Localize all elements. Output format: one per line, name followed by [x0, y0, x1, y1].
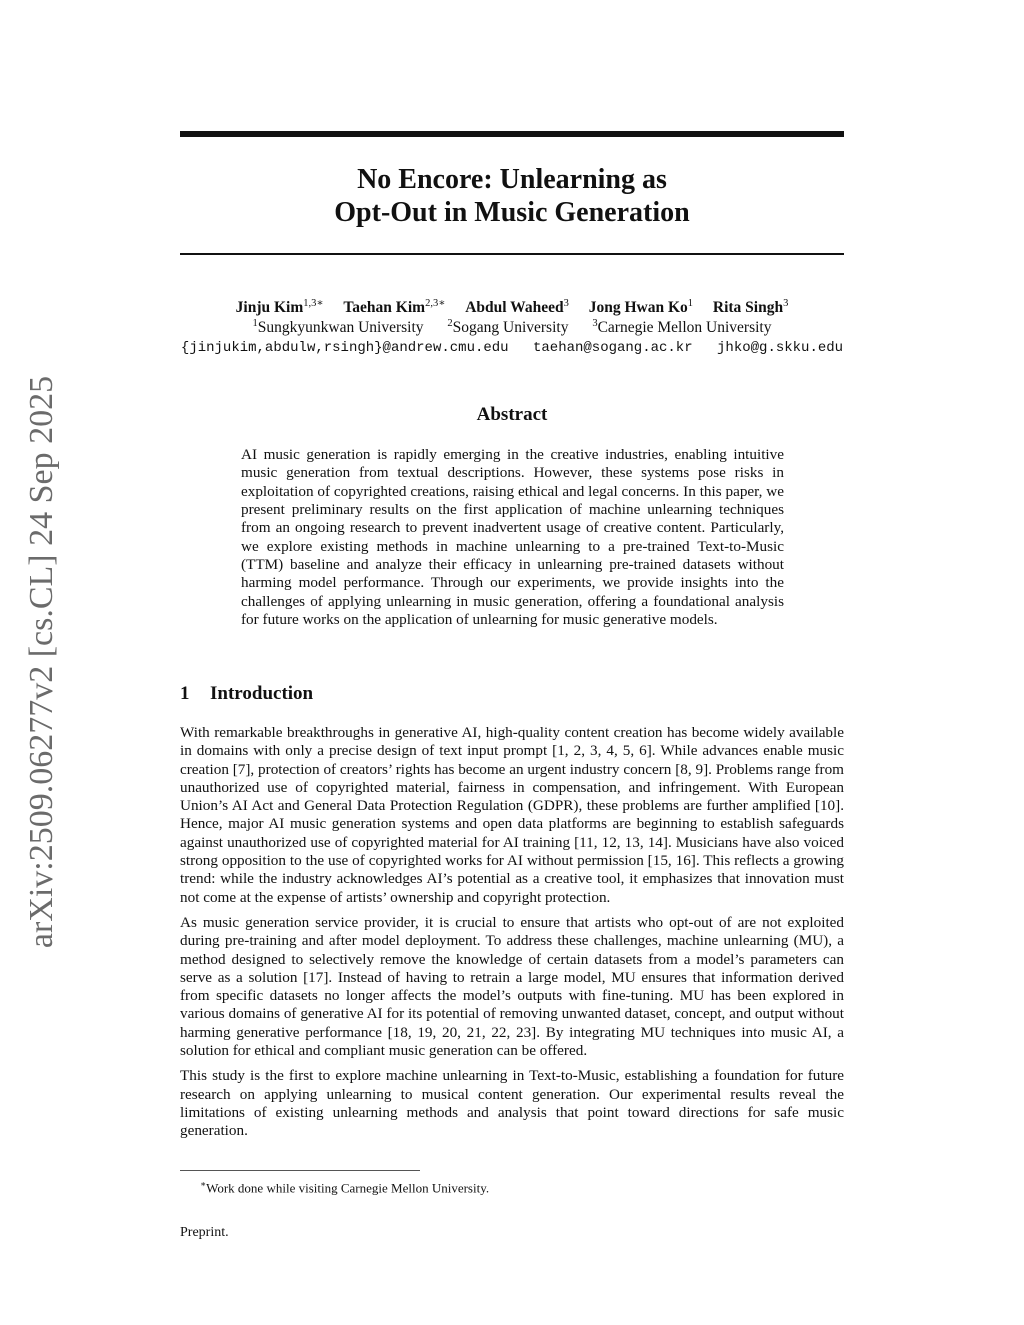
affiliations	[130, 318, 894, 338]
affiliation: $^1$Sungkyunkwan University	[252, 317, 424, 336]
title-top-rule	[180, 131, 844, 137]
abstract-heading: Abstract	[476, 404, 548, 425]
email: {jinjukim,abdulw,rsingh}@andrew.cmu.edu	[180, 340, 509, 356]
preprint-footer: Preprint.	[180, 1225, 229, 1240]
title-line-2: Opt-Out in Music Generation	[334, 197, 690, 228]
email: jhko@g.skku.edu	[717, 340, 844, 356]
affiliation: $^3$Carnegie Mellon University	[592, 317, 772, 336]
author-names	[130, 298, 894, 318]
paper-title	[180, 163, 844, 229]
title-line-1: No Encore: Unlearning as	[357, 164, 667, 195]
email: taehan@sogang.ac.kr	[532, 340, 693, 356]
section-number: 1	[180, 683, 190, 704]
author-block	[130, 298, 894, 358]
author: Jong Hwan Ko$^1$	[588, 297, 694, 316]
author: Rita Singh$^3$	[712, 297, 789, 316]
paragraph: As music generation service provider, it is crucial to ensure that artists who opt-out of are not exploited during pre-training and after model deployment. To address these challenges, machine unlearning (MU), a method designed to selectively remove the knowledge of certain datasets from a model’s parameters can serve as a solution [17]. Instead of having to retrain a large model, MU ensures that information derived from specific datasets no longer affects the model’s outputs with fine-tuning. MU has been explored in various domains of generative AI for its potential of removing unwanted dataset, concept, and output without harming generative performance [18, 19, 20, 21, 22, 23]. By integrating MU techniques into music AI, a solution for ethical and compliant music generation can be offered.	[180, 913, 844, 1060]
author: Taehan Kim$^{2,3∗}$	[343, 297, 446, 316]
footnote-mark: ∗	[200, 1179, 207, 1189]
footnote	[200, 1176, 489, 1196]
paragraph: This study is the first to explore machine unlearning in Text-to-Music, establishing a foundation for future research on applying unlearning to musical content generation. Our experimental results reveal the limitations of existing unlearning methods and analysis that point toward directions for safe music generation.	[180, 1067, 844, 1140]
section-heading	[180, 683, 313, 705]
affiliation: $^2$Sogang University	[447, 317, 569, 336]
arxiv-identifier: arXiv:2509.06277v2 [cs.CL] 24 Sep 2025	[23, 375, 60, 949]
introduction-body	[180, 724, 844, 1148]
author-emails	[130, 338, 894, 358]
abstract-text: AI music generation is rapidly emerging in the creative industries, enabling intuitive music generation from textual descriptions. However, these systems pose risks in exploitation of copyrighted creations, raising ethical and legal concerns. In this paper, we present preliminary results on the first application of machine unlearning techniques from an ongoing research to prevent inadvertent usage of creative content. Particularly, we explore existing methods in machine unlearning to a pre-trained Text-to-Music (TTM) baseline and analyze their efficacy in unlearning pre-trained datasets without harming model performance. Through our experiments, we provide insights into the challenges of applying unlearning in music generation, offering a foundational analysis for future works on the application of unlearning for music generative models.	[241, 446, 784, 629]
paragraph: With remarkable breakthroughs in generative AI, high-quality content creation has become widely available in domains with only a precise design of text input prompt [1, 2, 3, 4, 5, 6]. While advances enable music creation [7], protection of creators’ rights has become an urgent industry concern [8, 9]. Problems range from unauthorized use of copyrighted material, fairness in compensation, and infringement. With European Union’s AI Act and General Data Protection Regulation (GDPR), these problems are further amplified [10]. Hence, major AI music generation systems and open data platforms are beginning to establish safeguards against unauthorized use of copyrighted material for AI training [11, 12, 13, 14]. Musicians have also voiced strong opposition to the use of copyrighted works for AI without permission [15, 16]. This reflects a growing trend: while the industry acknowledges AI’s potential as a creative tool, it emphasizes that innovation must not come at the expense of artists’ ownership and copyright protection.	[180, 724, 844, 906]
footnote-text: Work done while visiting Carnegie Mellon University.	[206, 1180, 490, 1196]
author: Jinju Kim$^{1,3∗}$	[235, 297, 324, 316]
section-title: Introduction	[210, 683, 314, 704]
footnote-rule	[180, 1170, 420, 1171]
author: Abdul Waheed$^3$	[465, 297, 569, 316]
title-bottom-rule	[180, 253, 844, 255]
